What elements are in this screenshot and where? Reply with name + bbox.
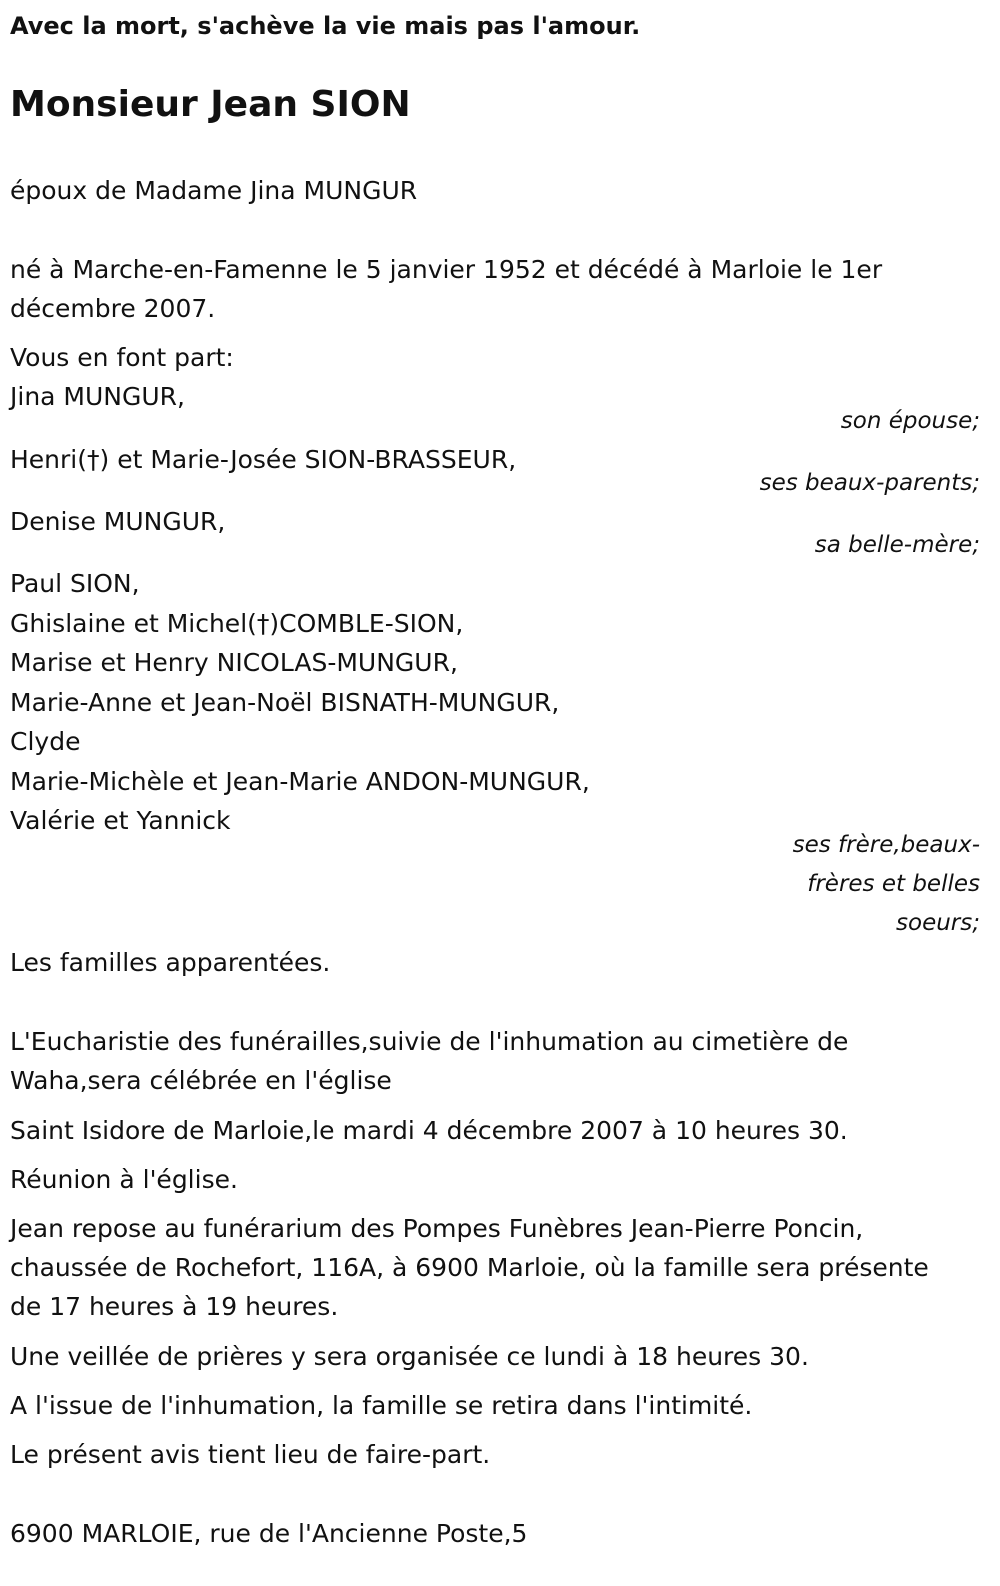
family-mother-in-law-name: Denise MUNGUR, <box>10 507 226 536</box>
vigil-line: Une veillée de prières y sera organisée ce lundi à 18 heures 30. <box>10 1342 809 1371</box>
sibling-line: Marie-Michèle et Jean-Marie ANDON-MUNGUR, <box>10 767 590 796</box>
address-line: 6900 MARLOIE, rue de l'Ancienne Poste,5 <box>10 1519 528 1548</box>
sibling-line: Clyde <box>10 727 81 756</box>
sibling-line: Ghislaine et Michel(†)COMBLE-SION, <box>10 609 464 638</box>
sibling-line: Valérie et Yannick <box>10 806 231 835</box>
sibling-line: Marie-Anne et Jean-Noël BISNATH-MUNGUR, <box>10 688 560 717</box>
related-families: Les familles apparentées. <box>10 948 331 977</box>
sibling-line: Marise et Henry NICOLAS-MUNGUR, <box>10 648 458 677</box>
family-in-laws-name: Henri(†) et Marie-Josée SION-BRASSEUR, <box>10 445 517 474</box>
epigraph: Avec la mort, s'achève la vie mais pas l'amour. <box>10 12 641 40</box>
funeral-home-line-3: de 17 heures à 19 heures. <box>10 1292 339 1321</box>
ceremony-line-1: L'Eucharistie des funérailles,suivie de l'inhumation au cimetière de <box>10 1027 849 1056</box>
deceased-name: Monsieur Jean SION <box>10 84 411 125</box>
meeting-line: Réunion à l'église. <box>10 1165 238 1194</box>
family-in-laws-relation: ses beaux-parents; <box>759 470 980 496</box>
birth-death-line-2: décembre 2007. <box>10 294 216 323</box>
after-burial-line: A l'issue de l'inhumation, la famille se retira dans l'intimité. <box>10 1391 753 1420</box>
spouse-line: époux de Madame Jina MUNGUR <box>10 176 418 205</box>
sibling-line: Paul SION, <box>10 569 140 598</box>
family-spouse-name: Jina MUNGUR, <box>10 382 185 411</box>
notice-line: Le présent avis tient lieu de faire-part. <box>10 1440 491 1469</box>
family-mother-in-law-relation: sa belle-mère; <box>814 532 980 558</box>
funeral-home-line-1: Jean repose au funérarium des Pompes Funèbres Jean-Pierre Poncin, <box>10 1214 864 1243</box>
announcers-intro: Vous en font part: <box>10 343 234 372</box>
siblings-relation: ses frère,beaux-frères et belles soeurs; <box>792 832 980 936</box>
ceremony-line-2: Waha,sera célébrée en l'église <box>10 1066 392 1095</box>
family-spouse-relation: son épouse; <box>840 408 980 434</box>
funeral-home-line-2: chaussée de Rochefort, 116A, à 6900 Marloie, où la famille sera présente <box>10 1253 929 1282</box>
ceremony-line-3: Saint Isidore de Marloie,le mardi 4 décembre 2007 à 10 heures 30. <box>10 1116 848 1145</box>
birth-death-line-1: né à Marche-en-Famenne le 5 janvier 1952 et décédé à Marloie le 1er <box>10 255 883 284</box>
